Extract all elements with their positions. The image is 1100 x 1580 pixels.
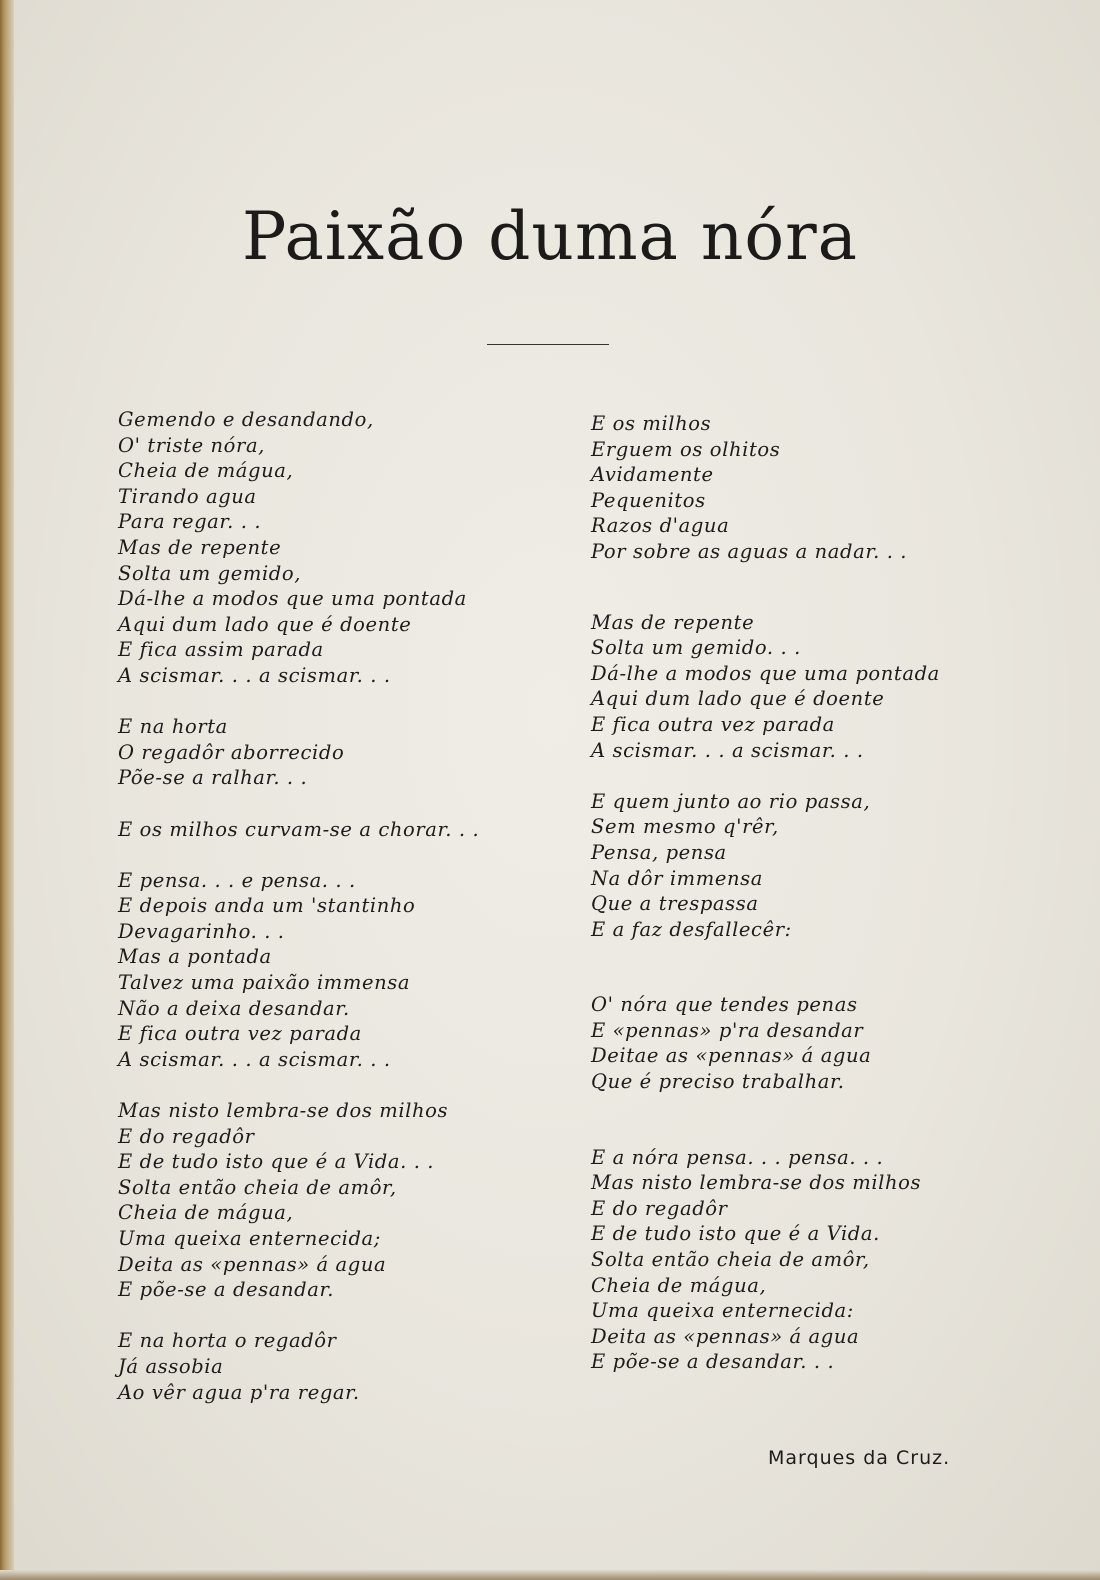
- verse-line: Cheia de mágua,: [591, 1273, 767, 1297]
- verse-line: Dá-lhe a modos que uma pontada: [591, 661, 940, 685]
- verse-line: Erguem os olhitos: [591, 437, 781, 461]
- verse-line: Pequenitos: [591, 488, 706, 512]
- verse-line: Talvez uma paixão immensa: [118, 971, 411, 995]
- verse-line: Aqui dum lado que é doente: [118, 612, 412, 636]
- verse-line: Gemendo e desandando,: [118, 408, 374, 431]
- verse-line: E põe-se a desandar.: [118, 1278, 335, 1302]
- verse-line: Solta um gemido,: [118, 561, 302, 585]
- verse-line: Razos d'agua: [591, 514, 730, 538]
- verse-line: Deita as «pennas» á agua: [591, 1324, 860, 1348]
- stanza: [591, 992, 1011, 1094]
- verse-line: Que é preciso trabalhar.: [591, 1070, 845, 1094]
- stanza: [118, 1098, 558, 1303]
- verse-line: Devagarinho. . .: [118, 919, 285, 943]
- verse-line: E põe-se a desandar. . .: [591, 1350, 835, 1374]
- verse-line: Deitae as «pennas» á agua: [591, 1044, 872, 1068]
- verse-line: Que a trespassa: [591, 892, 759, 916]
- verse-line: E fica assim parada: [118, 638, 324, 662]
- verse-line: Uma queixa enternecida;: [118, 1227, 381, 1250]
- verse-line: E a nóra pensa. . . pensa. . .: [591, 1145, 884, 1169]
- stanza-gap: [118, 791, 558, 817]
- verse-line: Solta um gemido. . .: [591, 636, 801, 660]
- poem-right-column: [591, 411, 1011, 1375]
- stanza-gap: [591, 565, 1011, 610]
- verse-line: Sem mesmo q'rêr,: [591, 815, 779, 839]
- title-divider: [487, 344, 609, 345]
- verse-line: E na horta o regadôr: [118, 1329, 337, 1353]
- verse-line: Mas a pontada: [118, 945, 272, 969]
- verse-line: Solta então cheia de amôr,: [118, 1175, 397, 1199]
- stanza-gap: [118, 1303, 558, 1329]
- verse-line: E os milhos: [591, 412, 712, 435]
- verse-line: E de tudo isto que é a Vida.: [591, 1222, 880, 1246]
- stanza: [118, 1328, 558, 1405]
- verse-line: A scismar. . . a scismar. . .: [118, 1047, 391, 1071]
- stanza: [591, 610, 1011, 764]
- stanza-gap: [118, 689, 558, 715]
- verse-line: Mas de repente: [118, 535, 282, 559]
- stanza-gap: [118, 1072, 558, 1098]
- verse-line: Mas nisto lembra-se dos milhos: [591, 1171, 922, 1195]
- stanza-gap: [591, 763, 1011, 789]
- verse-line: O' triste nóra,: [118, 433, 265, 457]
- stanza-gap: [118, 842, 558, 868]
- verse-line: Cheia de mágua,: [118, 1201, 294, 1225]
- stanza: [118, 714, 558, 791]
- stanza: [118, 868, 558, 1073]
- verse-line: O regadôr aborrecido: [118, 740, 345, 764]
- verse-line: E do regadôr: [591, 1196, 728, 1220]
- author-signature: Marques da Cruz.: [768, 1447, 951, 1469]
- verse-line: Mas de repente: [591, 610, 755, 634]
- verse-line: A scismar. . . a scismar. . .: [118, 663, 391, 687]
- verse-line: A scismar. . . a scismar. . .: [591, 738, 864, 762]
- verse-line: E pensa. . . e pensa. . .: [118, 868, 356, 892]
- verse-line: O' nóra que tendes penas: [591, 993, 858, 1017]
- verse-line: Uma queixa enternecida:: [591, 1299, 854, 1323]
- verse-line: E na horta: [118, 715, 228, 739]
- verse-line: E do regadôr: [118, 1124, 255, 1148]
- stanza-gap: [591, 942, 1011, 992]
- page-bottom-edge: [0, 1570, 1100, 1580]
- verse-line: E fica outra vez parada: [591, 712, 835, 736]
- verse-line: Pensa, pensa: [591, 840, 727, 864]
- verse-line: Tirando agua: [118, 484, 257, 508]
- verse-line: Avidamente: [591, 463, 714, 487]
- verse-line: Dá-lhe a modos que uma pontada: [118, 587, 467, 611]
- verse-line: Cheia de mágua,: [118, 459, 294, 483]
- stanza: [118, 407, 558, 689]
- verse-line: E os milhos curvam-se a chorar. . .: [118, 817, 480, 841]
- stanza-gap: [591, 1095, 1011, 1145]
- poem-left-column: [118, 407, 558, 1405]
- stanza: [591, 1145, 1011, 1375]
- stanza: [591, 789, 1011, 943]
- poem-title: Paixão duma nóra: [242, 198, 858, 275]
- verse-line: Mas nisto lembra-se dos milhos: [118, 1099, 449, 1123]
- verse-line: Deita as «pennas» á agua: [118, 1252, 387, 1276]
- stanza: [118, 817, 558, 843]
- verse-line: Solta então cheia de amôr,: [591, 1248, 870, 1272]
- verse-line: E depois anda um 'stantinho: [118, 894, 416, 918]
- verse-line: Já assobia: [118, 1354, 224, 1378]
- stanza: [591, 411, 1011, 565]
- verse-line: Para regar. . .: [118, 510, 262, 534]
- verse-line: Por sobre as aguas a nadar. . .: [591, 539, 908, 563]
- verse-line: E a faz desfallecêr:: [591, 917, 792, 941]
- verse-line: E fica outra vez parada: [118, 1022, 362, 1046]
- verse-line: Na dôr immensa: [591, 866, 763, 890]
- verse-line: E de tudo isto que é a Vida. . .: [118, 1150, 435, 1174]
- verse-line: E «pennas» p'ra desandar: [591, 1018, 864, 1042]
- verse-line: Aqui dum lado que é doente: [591, 687, 885, 711]
- verse-line: Ao vêr agua p'ra regar.: [118, 1380, 360, 1404]
- verse-line: Põe-se a ralhar. . .: [118, 766, 308, 790]
- verse-line: E quem junto ao rio passa,: [591, 789, 871, 813]
- verse-line: Não a deixa desandar.: [118, 996, 350, 1020]
